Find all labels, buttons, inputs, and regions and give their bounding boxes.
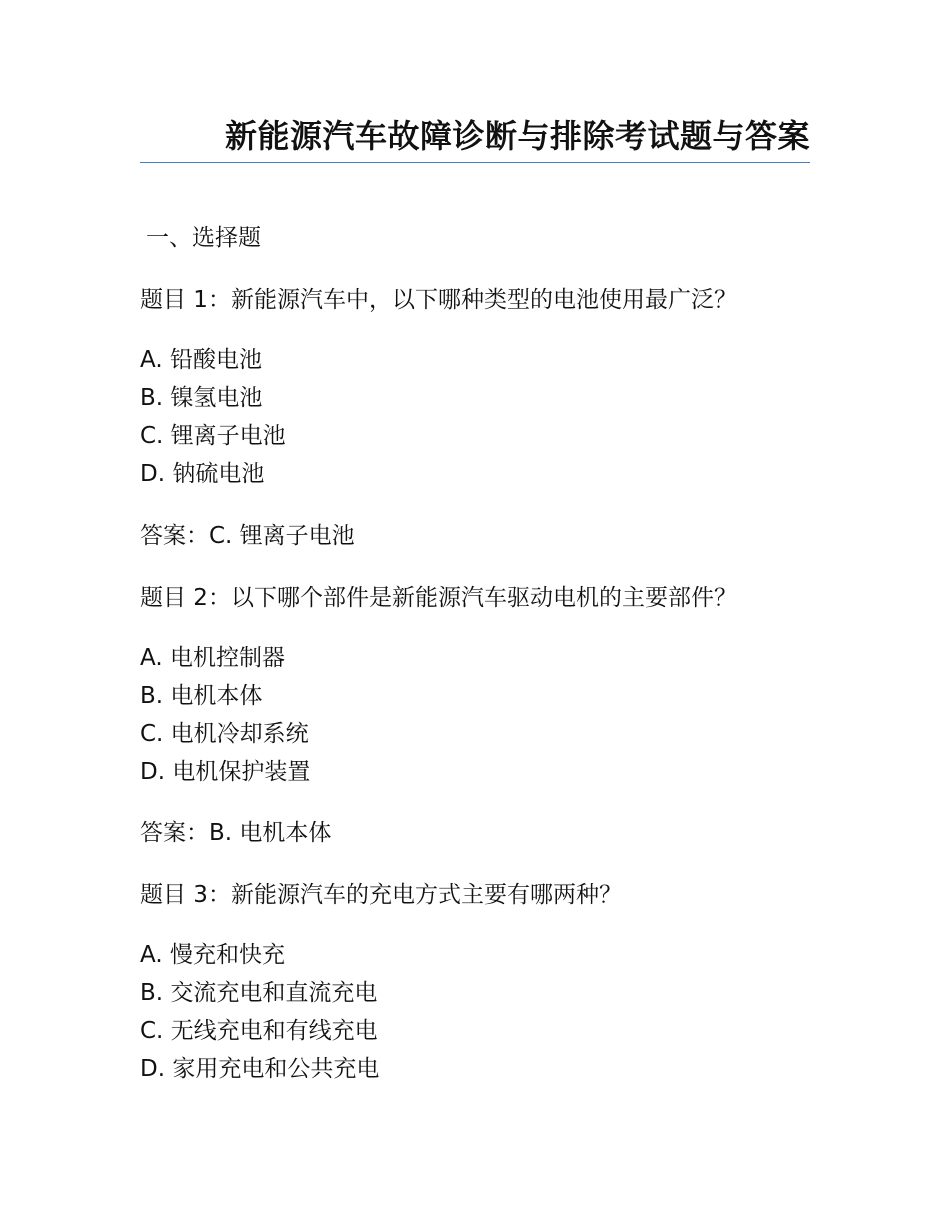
question-1-text: 题目 1：新能源汽车中，以下哪种类型的电池使用最广泛？ — [140, 287, 737, 313]
question-3-option-c: C. 无线充电和有线充电 — [140, 1018, 378, 1044]
question-2-answer: 答案：B. 电机本体 — [140, 820, 332, 846]
question-2-option-c: C. 电机冷却系统 — [140, 721, 309, 747]
question-2-option-a: A. 电机控制器 — [140, 645, 285, 671]
question-2-option-d: D. 电机保护装置 — [140, 759, 311, 785]
title-underline — [140, 162, 810, 163]
question-3-option-b: B. 交流充电和直流充电 — [140, 980, 378, 1006]
question-2-option-b: B. 电机本体 — [140, 683, 263, 709]
question-1-option-c: C. 锂离子电池 — [140, 423, 286, 449]
question-2-text: 题目 2：以下哪个部件是新能源汽车驱动电机的主要部件？ — [140, 585, 737, 611]
question-3-option-a: A. 慢充和快充 — [140, 942, 285, 968]
question-1-option-d: D. 钠硫电池 — [140, 461, 265, 487]
question-3-text: 题目 3：新能源汽车的充电方式主要有哪两种？ — [140, 882, 622, 908]
question-1-option-a: A. 铅酸电池 — [140, 347, 262, 373]
section-heading: 一、选择题 — [146, 225, 261, 251]
page-title: 新能源汽车故障诊断与排除考试题与答案 — [224, 117, 810, 155]
question-3-option-d: D. 家用充电和公共充电 — [140, 1056, 380, 1082]
question-1-option-b: B. 镍氢电池 — [140, 385, 263, 411]
question-1-answer: 答案：C. 锂离子电池 — [140, 523, 355, 549]
